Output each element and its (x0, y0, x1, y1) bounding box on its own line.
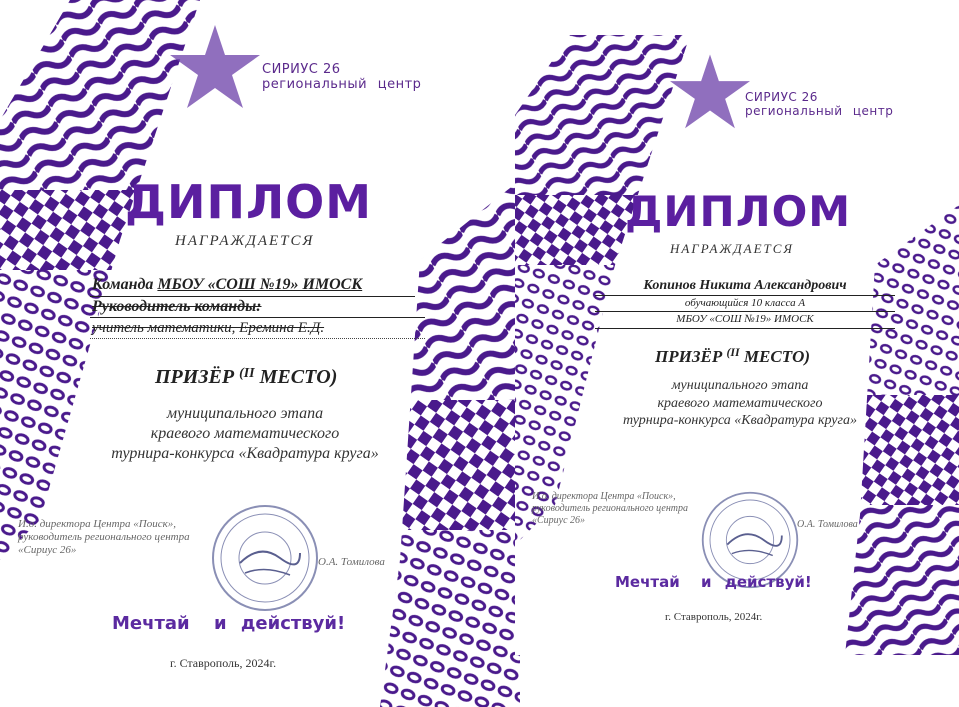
recipient-school: МБОУ «СОШ №19» ИМОСК (676, 313, 814, 325)
competition-description (615, 377, 865, 430)
signer-name: О.А. Томилова (318, 556, 385, 568)
recipient-name: Копинов Никита Александрович (643, 278, 847, 293)
desc-line1: муниципального этапа (166, 405, 324, 422)
footer-place-date (170, 656, 276, 671)
desc-line2: краевого математического (150, 425, 340, 442)
awarded-label: НАГРАЖДАЕТСЯ (175, 233, 315, 249)
motto-part2: и действуй! (213, 613, 346, 634)
team-line (92, 276, 362, 294)
leader-name: учитель математики, Еремина Е.Д. (92, 320, 325, 336)
prize-suffix: МЕСТО) (254, 366, 338, 388)
brand-line1: СИРИУС 26 (262, 62, 341, 77)
brand-text (745, 90, 893, 118)
prize-label (655, 345, 810, 367)
motto-part2: и действуй! (700, 573, 812, 591)
team-name: МБОУ «СОШ №19» ИМОСК (157, 276, 363, 293)
sign-line2: руководитель регионального центра (18, 531, 190, 544)
sign-line2: руководитель регионального центра (532, 503, 689, 514)
prize-word: ПРИЗЁР (655, 347, 723, 366)
motto (615, 573, 812, 591)
team-prefix: Команда (92, 276, 158, 293)
prize-label (155, 366, 337, 389)
signature-block (532, 491, 688, 527)
awarded-label: НАГРАЖДАЕТСЯ (670, 241, 794, 256)
year: 2024 (734, 611, 757, 623)
star-logo-icon (165, 20, 265, 110)
signature-block (18, 518, 190, 558)
brand-line1: СИРИУС 26 (745, 90, 818, 104)
year-suffix: г. (756, 611, 763, 623)
year-suffix: г. (269, 656, 277, 670)
competition-description (111, 404, 379, 464)
footer-place-date (665, 611, 762, 623)
recipient-class: обучающийся 10 класса А (684, 297, 806, 309)
underline (595, 328, 895, 329)
city: г. Ставрополь, (665, 611, 732, 623)
leader-label: Руководитель команды: (92, 298, 262, 315)
desc-line1: муниципального этапа (671, 378, 809, 393)
motto-part1: Мечтай (112, 613, 190, 634)
city: г. Ставрополь, (170, 656, 243, 670)
underline (90, 317, 425, 318)
motto (112, 613, 345, 634)
star-logo-icon (665, 50, 755, 130)
prize-place: (II (239, 366, 255, 381)
prize-suffix: МЕСТО) (739, 347, 811, 366)
sign-line3: «Сириус 26» (18, 544, 77, 557)
desc-line3: турнира-конкурса «Квадратура круга» (623, 413, 857, 428)
sign-line1: И.о. директора Центра «Поиск», (532, 491, 676, 502)
underline (90, 296, 415, 297)
underline (595, 311, 895, 312)
prize-word: ПРИЗЁР (155, 366, 235, 388)
motto-part1: Мечтай (615, 573, 680, 591)
underline (595, 295, 895, 296)
desc-line2: краевого математического (657, 395, 823, 411)
diploma-individual (515, 35, 959, 655)
signer-name: О.А. Томилова (797, 519, 858, 530)
sign-line1: И.о. директора Центра «Поиск», (18, 518, 177, 530)
year: 2024 (245, 656, 270, 670)
prize-place: (II (726, 345, 740, 359)
brand-text (262, 62, 421, 92)
underline (90, 338, 425, 339)
diploma-title: ДИПЛОМ (625, 187, 852, 236)
brand-line2: региональный центр (262, 77, 422, 92)
official-seal-icon (210, 503, 320, 613)
sign-line3: «Сириус 26» (532, 515, 586, 526)
desc-line3: турнира-конкурса «Квадратура круга» (111, 445, 379, 462)
brand-line2: региональный центр (745, 104, 894, 118)
diploma-title: ДИПЛОМ (125, 175, 373, 229)
